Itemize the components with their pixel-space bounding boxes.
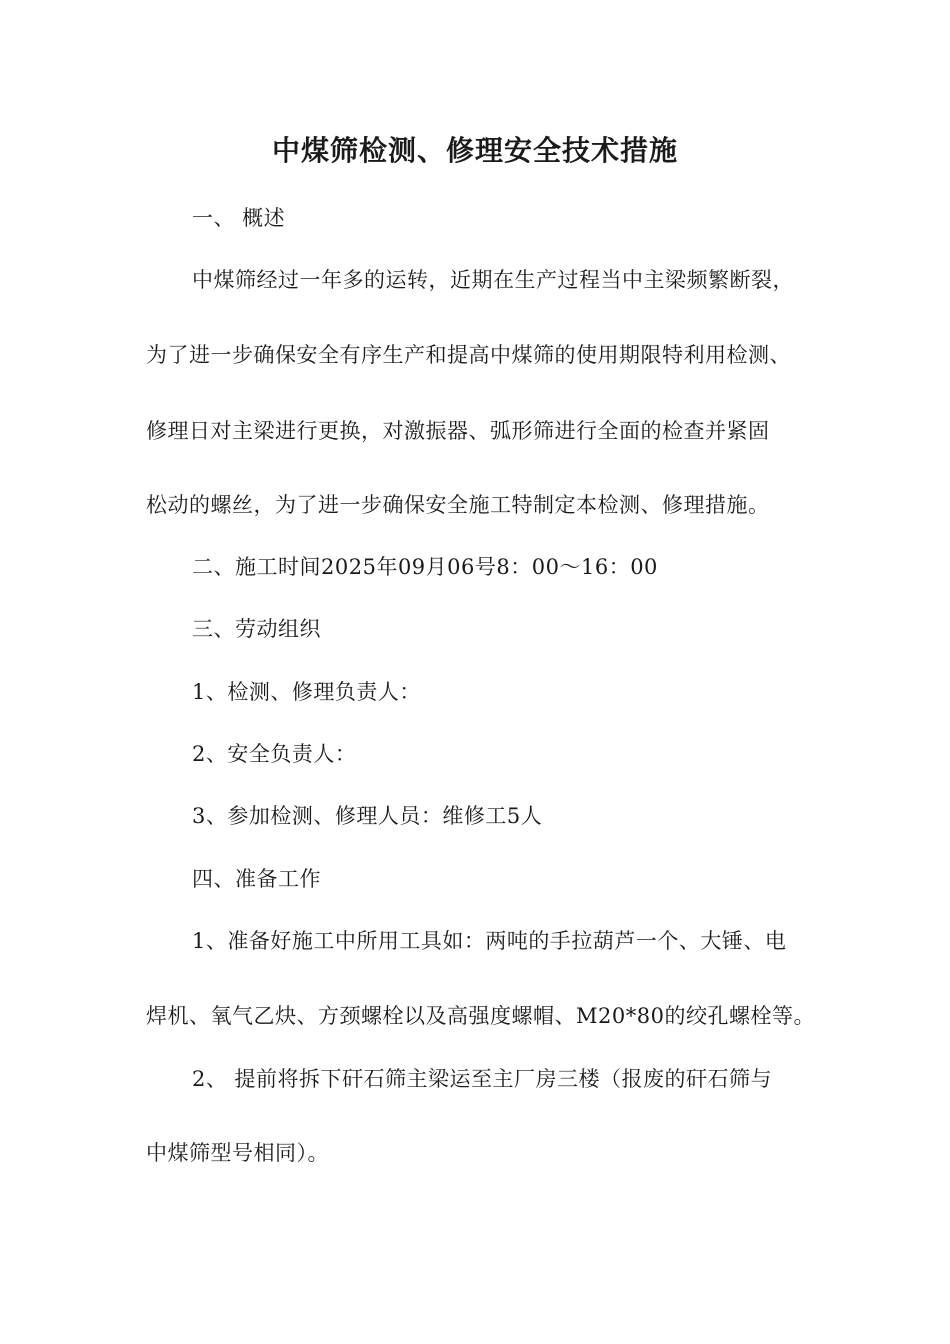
paragraph-line: 焊机、氧气乙炔、方颈螺栓以及高强度螺帽、M20*80的绞孔螺栓等。 [146,1004,815,1028]
section-heading-labor: 三、劳动组织 [192,617,321,641]
list-item: 3、参加检测、修理人员：维修工5人 [192,804,543,828]
list-item: 1、检测、修理负责人： [192,680,421,704]
paragraph-line: 修理日对主梁进行更换，对激振器、弧形筛进行全面的检查并紧固 [146,419,770,443]
paragraph-line: 松动的螺丝，为了进一步确保安全施工特制定本检测、修理措施。 [146,493,770,517]
list-item: 1、准备好施工中所用工具如：两吨的手拉葫芦一个、大锤、电 [192,929,787,953]
paragraph-line: 中煤筛型号相同）。 [146,1141,329,1165]
list-item: 2、安全负责人： [192,742,357,766]
list-item: 2、 提前将拆下矸石筛主梁运至主厂房三楼（报废的矸石筛与 [192,1067,773,1091]
section-heading-schedule: 二、施工时间2025年09月06号8：00～16：00 [192,555,658,579]
paragraph-line: 为了进一步确保安全有序生产和提高中煤筛的使用期限特利用检测、 [146,343,791,367]
section-heading-overview: 一、 概述 [192,206,286,230]
section-heading-preparation: 四、准备工作 [192,867,321,891]
paragraph-line: 中煤筛经过一年多的运转，近期在生产过程当中主梁频繁断裂， [192,268,794,292]
document-title: 中煤筛检测、修理安全技术措施 [271,134,678,167]
